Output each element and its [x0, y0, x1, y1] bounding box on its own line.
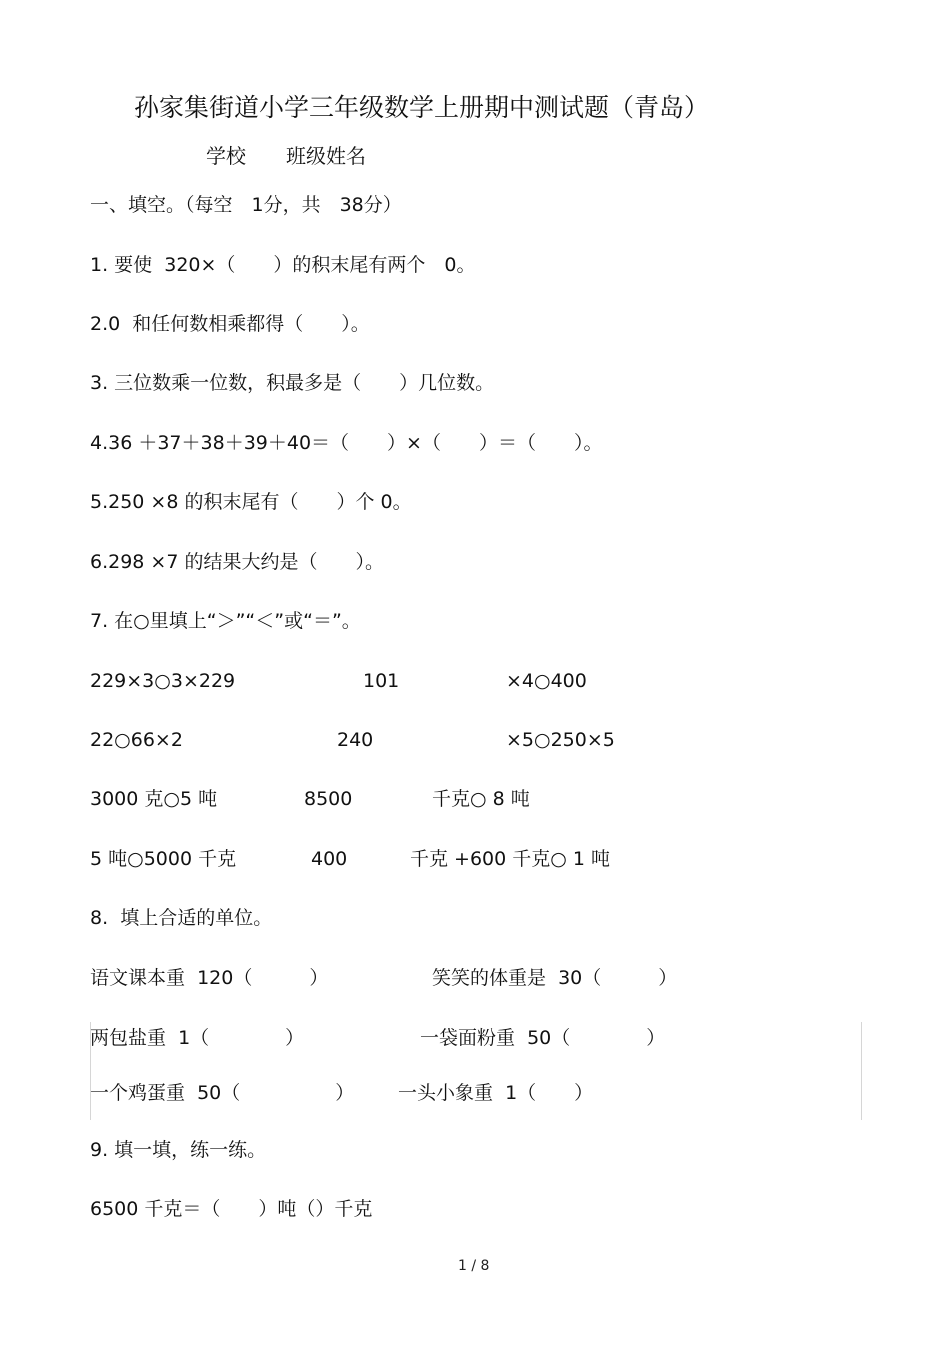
unit-row-3-right: 一头小象重 1（ ）	[398, 1082, 594, 1104]
school-class-name-line: 学校 班级姓名	[206, 144, 366, 168]
question-6: 6.298 ×7 的结果大约是（ ）。	[90, 551, 384, 573]
compare-row-4-right: 千克 +600 千克○ 1 吨	[410, 848, 611, 870]
question-7: 7. 在○里填上“＞”“＜”或“＝”。	[90, 610, 361, 632]
question-2: 2.0 和任何数相乘都得（ ）。	[90, 313, 370, 335]
unit-row-1-right: 笑笑的体重是 30（ ）	[432, 967, 678, 989]
unit-row-2-right: 一袋面粉重 50（ ）	[420, 1027, 666, 1049]
compare-row-4-left: 5 吨○5000 千克	[90, 848, 237, 870]
page-number: 1 / 8	[458, 1258, 490, 1274]
question-3: 3. 三位数乘一位数，积最多是（ ）几位数。	[90, 372, 495, 394]
compare-row-1-left: 229×3○3×229	[90, 670, 236, 692]
page-title: 孙家集街道小学三年级数学上册期中测试题（青岛）	[134, 93, 710, 122]
unit-row-3-left: 一个鸡蛋重 50（ ）	[90, 1082, 355, 1104]
compare-row-1-right: ×4○400	[506, 670, 587, 692]
table-border-right	[861, 1022, 862, 1120]
compare-row-4-mid: 400	[311, 848, 348, 870]
compare-row-3-mid: 8500	[304, 788, 353, 810]
question-1: 1. 要使 320×（ ）的积末尾有两个 0。	[90, 254, 476, 276]
compare-row-2-right: ×5○250×5	[506, 729, 615, 751]
compare-row-3-right: 千克○ 8 吨	[432, 788, 530, 810]
question-9: 9. 填一填，练一练。	[90, 1139, 267, 1161]
compare-row-1-mid: 101	[363, 670, 400, 692]
question-5: 5.250 ×8 的积末尾有（ ）个 0。	[90, 491, 412, 513]
section-heading: 一、填空。（每空 1分，共 38分）	[90, 194, 402, 216]
compare-row-3-left: 3000 克○5 吨	[90, 788, 218, 810]
question-9-line-1: 6500 千克＝（ ）吨（）千克	[90, 1198, 373, 1220]
compare-row-2-mid: 240	[337, 729, 374, 751]
question-4: 4.36 ＋37＋38＋39＋40＝（ ）×（ ）＝（ ）。	[90, 432, 603, 454]
unit-row-2-left: 两包盐重 1（ ）	[90, 1027, 305, 1049]
question-8: 8. 填上合适的单位。	[90, 907, 273, 929]
unit-row-1-left: 语文课本重 120（ ）	[90, 967, 329, 989]
compare-row-2-left: 22○66×2	[90, 729, 183, 751]
